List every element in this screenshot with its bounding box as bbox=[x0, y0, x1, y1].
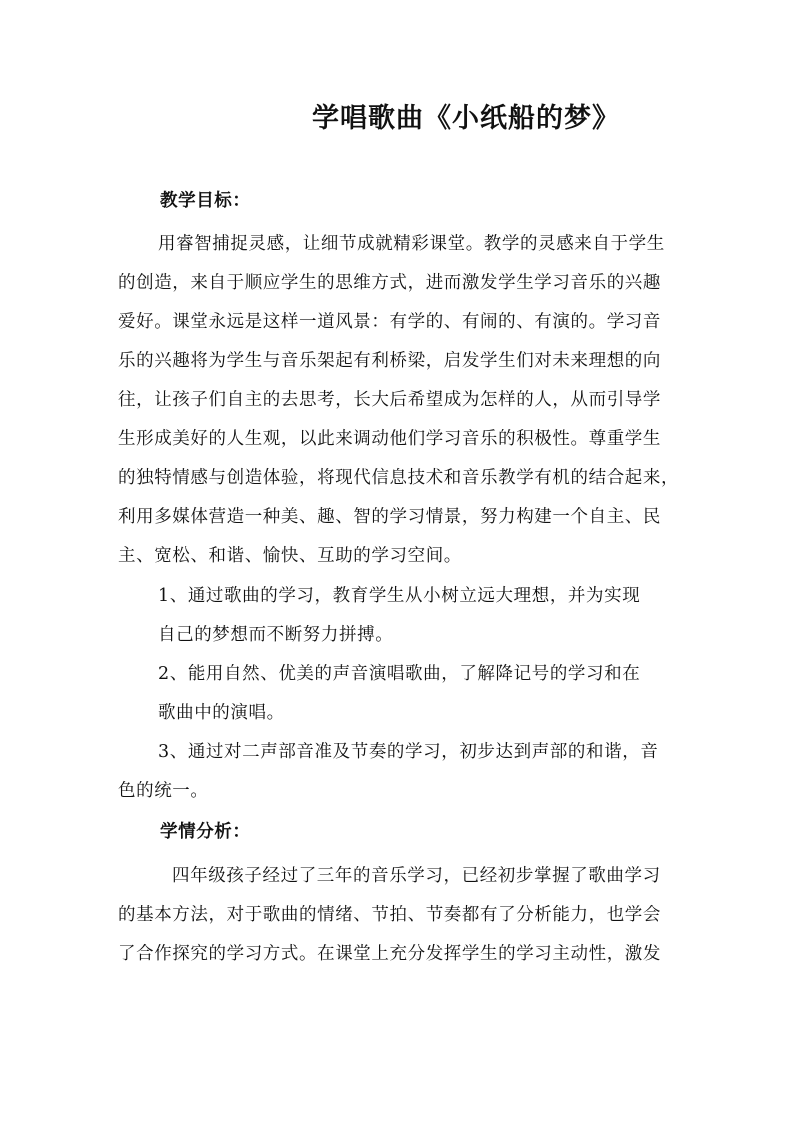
objective-item-2-continuation: 歌曲中的演唱。 bbox=[158, 703, 285, 723]
paragraph-line: 四年级孩子经过了三年的音乐学习，已经初步掌握了歌曲学习 bbox=[172, 866, 661, 886]
paragraph-line: 用睿智捕捉灵感，让细节成就精彩课堂。教学的灵感来自于学生 bbox=[158, 234, 665, 254]
paragraph-line: 往，让孩子们自主的去思考，长大后希望成为怎样的人，从而引导学 bbox=[118, 390, 661, 410]
paragraph-line: 的独特情感与创造体验，将现代信息技术和音乐教学有机的结合起来， bbox=[118, 468, 680, 488]
paragraph-line: 利用多媒体营造一种美、趣、智的学习情景，努力构建一个自主、民 bbox=[118, 507, 661, 527]
objective-item-2: 2、能用自然、优美的声音演唱歌曲，了解降记号的学习和在 bbox=[158, 664, 641, 684]
objective-item-1-continuation: 自己的梦想而不断努力拼搏。 bbox=[158, 625, 394, 645]
paragraph-line: 生形成美好的人生观，以此来调动他们学习音乐的积极性。尊重学生 bbox=[118, 429, 661, 449]
paragraph-line: 的基本方法，对于歌曲的情绪、节拍、节奏都有了分析能力，也学会 bbox=[118, 905, 661, 925]
paragraph-line: 主、宽松、和谐、愉快、互助的学习空间。 bbox=[118, 546, 462, 566]
section-heading-teaching-goals: 教学目标： bbox=[160, 191, 251, 211]
objective-item-3: 3、通过对二声部音准及节奏的学习，初步达到声部的和谐，音 bbox=[158, 742, 659, 762]
objective-item-3-continuation: 色的统一。 bbox=[118, 781, 209, 801]
section-heading-learner-analysis: 学情分析： bbox=[160, 822, 251, 842]
document-title: 学唱歌曲《小纸船的梦》 bbox=[312, 103, 620, 134]
paragraph-line: 了合作探究的学习方式。在课堂上充分发挥学生的学习主动性，激发 bbox=[118, 944, 661, 964]
paragraph-line: 乐的兴趣将为学生与音乐架起有利桥梁，启发学生们对未来理想的向 bbox=[118, 351, 661, 371]
paragraph-line: 爱好。课堂永远是这样一道风景：有学的、有闹的、有演的。学习音 bbox=[118, 312, 661, 332]
paragraph-line: 的创造，来自于顺应学生的思维方式，进而激发学生学习音乐的兴趣 bbox=[118, 273, 661, 293]
objective-item-1: 1、通过歌曲的学习，教育学生从小树立远大理想，并为实现 bbox=[158, 586, 641, 606]
